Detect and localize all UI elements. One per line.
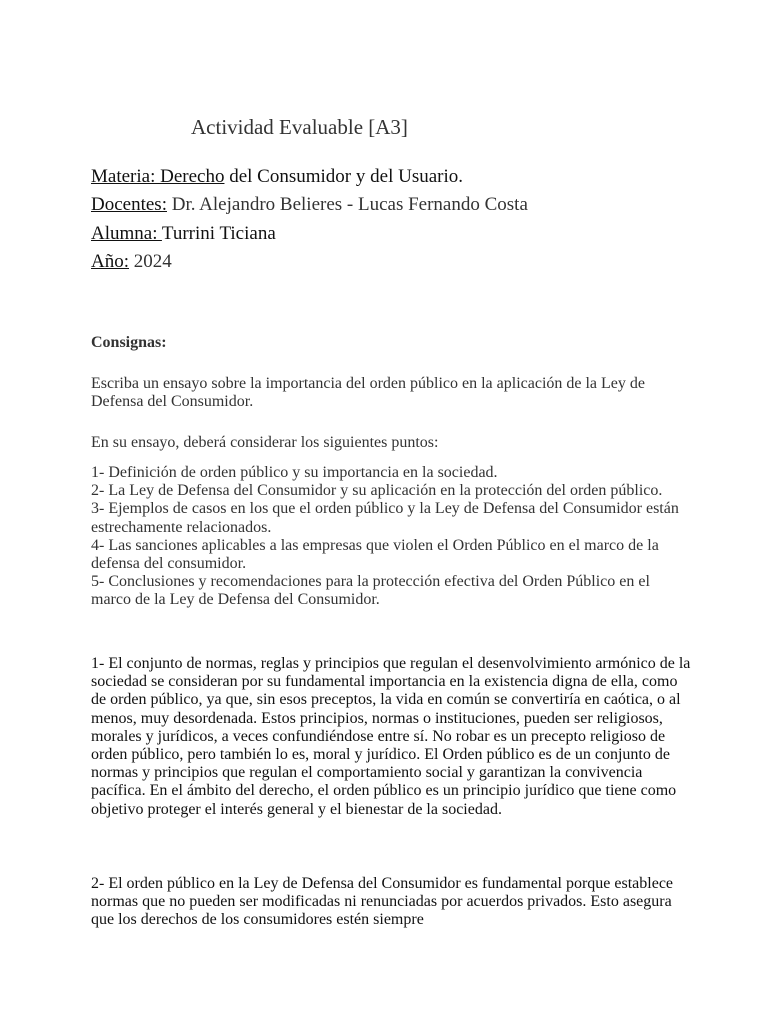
list-item: 2- La Ley de Defensa del Consumidor y su aplicación en la protección del orden público. <box>91 482 663 500</box>
alumna-value: Turrini Ticiana <box>161 222 276 244</box>
docentes-value: Dr. Alejandro Belieres - Lucas Fernando Costa <box>166 194 528 216</box>
consignas-heading: Consignas: <box>91 334 167 351</box>
answer-1-paragraph: 1- El conjunto de normas, reglas y principios que regulan el desenvolvimiento armónico de la sociedad se consideran por su fundamental importancia en la existencia digna de ella, como de orden público, ya que, sin esos preceptos, la vida en común se convertiría en caótica, o al menos, muy desordenada. Estos principios, normas o instituciones, pueden ser religiosos, morales y jurídicos, a veces confundiéndose entre sí. No robar es un precepto religioso de orden público, pero también lo es, moral y jurídico. El Orden público es de un conjunto de normas y principios que regulan el comportamiento social y garantizan la convivencia pacífica. En el ámbito del derecho, el orden público es un principio jurídico que tiene como objetivo proteger el interés general y el bienestar de la sociedad. <box>91 655 691 818</box>
list-item: 5- Conclusiones y recomendaciones para la protección efectiva del Orden Público en el marco de la Ley de Defensa del Consumidor. <box>91 573 650 609</box>
anio-label: Año: <box>91 250 129 272</box>
meta-alumna <box>91 220 528 248</box>
list-item: 3- Ejemplos de casos en los que el orden público y la Ley de Defensa del Consumidor están estrechamente relacionados. <box>91 500 679 536</box>
answer-2-paragraph: 2- El orden público en la Ley de Defensa del Consumidor es fundamental porque establece normas que no pueden ser modificadas ni renunciadas por acuerdos privados. Esto asegura que los derechos de los consumidores estén siempre <box>91 875 674 929</box>
intro-paragraph: Escriba un ensayo sobre la importancia del orden público en la aplicación de la Ley de Defensa del Consumidor. <box>91 375 646 411</box>
points-list <box>91 464 691 610</box>
anio-value: 2024 <box>129 250 172 272</box>
meta-materia <box>91 163 528 191</box>
alumna-label: Alumna: <box>91 222 162 244</box>
materia-value: del Consumidor y del Usuario. <box>224 166 463 187</box>
meta-anio <box>91 248 528 276</box>
docentes-label: Docentes: <box>91 194 167 216</box>
list-item: 4- Las sanciones aplicables a las empresas que violen el Orden Público en el marco de la defensa del consumidor. <box>91 536 659 573</box>
list-item: 1- Definición de orden público y su importancia en la sociedad. <box>91 464 498 481</box>
consider-paragraph: En su ensayo, deberá considerar los siguientes puntos: <box>91 434 439 451</box>
meta-docentes <box>91 191 528 219</box>
document-title: Actividad Evaluable [A3] <box>191 115 408 139</box>
materia-label: Materia: Derecho <box>91 166 225 187</box>
document-meta <box>91 163 528 276</box>
